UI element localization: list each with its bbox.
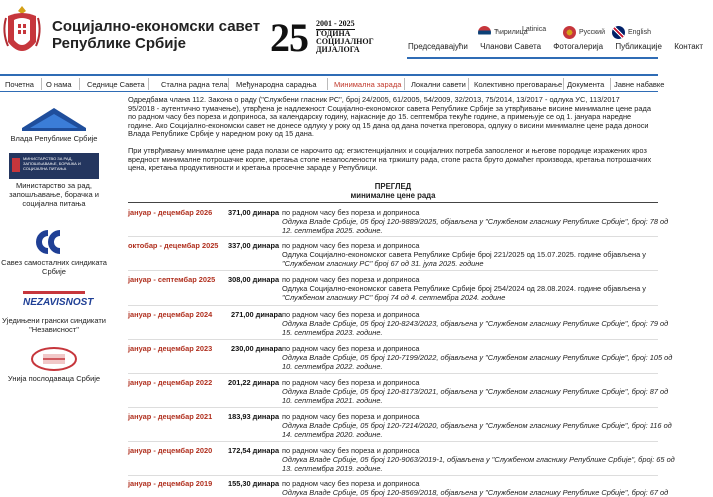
wage-basis: по радном часу без пореза и доприноса [282, 378, 420, 387]
wage-decision-date: "Службеном гласнику РС" број 67 од 31. јула 2025. године [282, 259, 484, 269]
intro-line: Влада Републике Србије у наредном року од 15 дана. [128, 129, 314, 139]
criteria-line: При утврђивању минималне цене рада полази се нарочито од: егзистенцијалних и социјалних потреба запосленог и његове породице изражених кроз [128, 145, 647, 155]
overview-heading [128, 182, 658, 200]
nav-collective-bargaining[interactable]: Колективно преговарање [474, 80, 563, 89]
intro-line: по радном часу без пореза и доприноса, за календарску годину, најкасније до 15. септембра текуће године, а примењује се од 1. јануара наредне [128, 112, 632, 122]
row-divider [128, 475, 658, 476]
topnav-underline [407, 57, 658, 59]
wage-period: јануар - децембар 2020 [128, 446, 213, 455]
nav-minimum-wage[interactable]: Минимална зарада [334, 80, 402, 89]
main-navigation [0, 77, 665, 91]
wage-basis: по радном часу без пореза и доприноса [282, 479, 420, 488]
anniversary-line2: СОЦИЈАЛНОГ [316, 37, 374, 46]
sidebar-item-employers[interactable] [0, 346, 108, 383]
topnav-members[interactable]: Чланови Савета [480, 42, 542, 51]
anniversary-years: 2001 - 2025 [316, 19, 355, 28]
site-title-line1: Социјално-економски савет [52, 18, 261, 35]
wage-amount: 183,93 динара [228, 412, 280, 421]
wage-basis: по радном часу без пореза и доприноса [282, 446, 420, 455]
lang-russian-label: Русский [579, 29, 605, 36]
overview-heading-title: ПРЕГЛЕД [374, 182, 412, 191]
row-divider [128, 441, 658, 442]
nav-home[interactable]: Почетна [5, 80, 34, 89]
overview-heading-subtitle: минималне цене рада [350, 191, 436, 200]
nezavisnost-stripe-icon [23, 291, 85, 294]
nav-documents[interactable]: Документа [567, 80, 605, 89]
sidebar-label-union: Савез самосталних синдиката Србије [1, 258, 107, 276]
lang-english[interactable] [612, 26, 651, 39]
russian-emblem-icon [563, 26, 576, 39]
lang-english-label: English [628, 29, 651, 36]
wage-description [282, 479, 669, 497]
row-divider [128, 305, 658, 306]
nav-local-councils[interactable]: Локални савети [411, 80, 466, 89]
anniversary-logo [270, 15, 375, 60]
table-top-rule [128, 202, 658, 203]
site-title-line2: Републике Србије [52, 35, 187, 52]
wage-decision: Одлука Владе Србије, 05 број 120-8173/2021, објављена у "Службеном гласнику Републике Србије", број: 87 од [282, 387, 669, 397]
header-divider [0, 74, 658, 76]
wage-amount: 172,54 динара [228, 446, 280, 455]
intro-line: 95/2018 - аутентично тумачење), утврђена је надлежност Социјално-економског савета Републике Србије за утврђивање висине минималне цене рада [128, 103, 651, 113]
sidebar-label-ministry: Министарство за рад, запошљавање, борачка и социјална питања [9, 181, 99, 208]
anniversary-line1: ГОДИНА [316, 29, 351, 38]
wage-basis: по радном часу без пореза и доприноса [282, 344, 420, 353]
wage-amount: 271,00 динара [231, 310, 283, 319]
sidebar-item-union[interactable] [0, 228, 108, 276]
wage-decision: Одлука Владе Србије, 05 број 120-8243/2023, објављена у "Службеном гласнику Републике Србије", број: 79 од [282, 319, 669, 329]
nav-international[interactable]: Међународна сарадња [236, 80, 317, 89]
wage-description [282, 241, 658, 269]
intro-paragraph [128, 96, 658, 139]
criteria-line: цена, кретања продуктивности и кретања просечне зараде у Републици. [128, 163, 378, 173]
wage-amount: 230,00 динара [231, 344, 283, 353]
wage-amount: 337,00 динара [228, 241, 280, 250]
row-divider [128, 339, 658, 340]
wage-period: јануар - децембар 2024 [128, 310, 213, 319]
wage-decision: Одлука Социјално-економског савета Републике Србије број 254/2024 од 28.08.2024. године објављена у [282, 284, 646, 294]
wage-amount: 155,30 динара [228, 479, 280, 488]
wage-amount: 308,00 динара [228, 275, 280, 284]
wage-period: јануар - децембар 2023 [128, 344, 213, 353]
wage-amount: 371,00 динара [228, 208, 280, 217]
row-divider [128, 236, 658, 237]
sidebar-item-ministry[interactable] [0, 153, 108, 208]
wage-period: јануар - децембар 2022 [128, 378, 213, 387]
wage-basis: по радном часу без пореза и доприноса [282, 412, 420, 421]
lang-cyrillic-label: Ћирилица [494, 29, 528, 36]
nav-separator [404, 78, 405, 90]
wage-decision-date: 13. септембра 2019. године. [282, 464, 383, 474]
wage-description [282, 310, 669, 338]
wage-basis: по радном часу без пореза и доприноса [282, 241, 420, 250]
intro-line: године. Ако Социјално-економски савет не донесе одлуку у року од 15 дана од дана почетка преговора, одлуку о висини минималне цене рада доноси [128, 120, 649, 130]
row-divider [128, 373, 658, 374]
main-content [128, 96, 658, 173]
wage-decision-date: 10. септембра 2021. године. [282, 396, 383, 406]
sidebar-item-nezavisnost[interactable] [0, 290, 108, 334]
wage-description [282, 208, 669, 236]
wage-basis: по радном часу без пореза и доприноса [282, 310, 420, 319]
intro-line: Одредбама члана 112. Закона о раду ("Службени гласник РС", број 24/2005, 61/2005, 54/2009, 32/2013, 75/2014, 13/2017 - одлука УС, 113/2017 [128, 95, 620, 104]
government-logo-icon [16, 104, 92, 132]
wage-basis: по радном часу без пореза и доприноса [282, 208, 420, 217]
wage-decision-date: 14. септембра 2020. године. [282, 430, 383, 440]
lang-latin-label: Latinica [522, 26, 547, 33]
nav-council-sessions[interactable]: Седнице Савета [87, 80, 145, 89]
anniversary-number: 25 [270, 15, 308, 60]
wage-description [282, 446, 675, 474]
wage-row [128, 479, 669, 497]
nav-about[interactable]: О нама [46, 80, 72, 89]
employers-union-logo-icon [29, 346, 79, 372]
wage-description [282, 275, 658, 303]
sidebar-label-government: Влада Републике Србије [10, 134, 98, 143]
wage-period: јануар - септембар 2025 [128, 275, 216, 284]
serbian-flag-icon [478, 26, 491, 39]
wage-description [282, 412, 672, 440]
wage-row [128, 275, 658, 308]
wage-decision: Одлука Владе Србије, 05 број 120-9063/2019-1, објављена у "Службеном гласнику Републике Србије", број: 65 од [282, 455, 675, 465]
row-divider [128, 270, 658, 271]
sidebar-label-nezavisnost: Уједињени грански синдикати "Независност" [2, 316, 106, 334]
nav-separator [563, 78, 564, 90]
nav-separator [468, 78, 469, 90]
sidebar-item-government[interactable] [0, 104, 108, 143]
wage-description [282, 378, 669, 406]
criteria-paragraph [128, 147, 658, 173]
nav-public-procurement[interactable]: Јавне набавке [614, 80, 665, 89]
nezavisnost-logo-text: NEZAVISNOST [23, 297, 94, 308]
nav-separator [41, 78, 42, 90]
wage-amount: 201,22 динара [228, 378, 280, 387]
nav-separator [228, 78, 229, 90]
anniversary-line3: ДИЈАЛОГА [316, 45, 360, 54]
site-title[interactable] [52, 18, 260, 52]
wage-period: октобар - децембар 2025 [128, 241, 219, 250]
row-divider [128, 407, 658, 408]
nav-separator [79, 78, 80, 90]
ministry-crest-icon [12, 158, 20, 172]
wage-decision-date: "Службеном гласнику РС" број 74 од 4. септембра 2024. године [282, 293, 506, 303]
serbia-coat-of-arms-icon[interactable] [2, 2, 42, 64]
nav-separator [327, 78, 328, 90]
wage-basis: по радном часу без пореза и доприноса [282, 275, 420, 284]
nav-divider [0, 91, 658, 92]
nezavisnost-logo-icon [19, 290, 94, 314]
wage-period: јануар - децембар 2019 [128, 479, 213, 488]
ministry-logo-icon [9, 153, 99, 179]
top-navigation [408, 42, 713, 51]
sidebar-label-employers: Унија послодаваца Србије [7, 374, 101, 383]
lang-cyrillic[interactable] [478, 26, 528, 39]
ministry-logo-text: МИНИСТАРСТВО ЗА РАД, ЗАПОШЉАВАЊЕ, БОРАЧКА И СОЦИЈАЛНА ПИТАЊА [23, 156, 81, 171]
wage-decision: Одлука Владе Србије, 05 број 120-7199/2022, објављена у "Службеном гласнику Републике Србије", број: 105 од [282, 353, 673, 363]
lang-latin[interactable] [522, 26, 546, 33]
topnav-president[interactable]: Председавајући [408, 42, 468, 51]
wage-decision: Одлука Социјално-економског савета Републике Србије број 221/2025 од 15.07.2025. године објављена у [282, 250, 646, 260]
nav-separator [610, 78, 611, 90]
site-header [0, 0, 703, 70]
wage-decision: Одлука Владе Србије, 05 број 120-9889/2025, објављена у "Службеном гласнику Републике Србије", број: 78 од [282, 217, 669, 227]
topnav-photo-gallery[interactable]: Фотогалерија [553, 42, 604, 51]
wage-decision: Одлука Владе Србије, 05 број 120-7214/2020, објављена у "Службеном гласнику Републике Србије", број: 116 од [282, 421, 672, 431]
wage-period: јануар - децембар 2026 [128, 208, 213, 217]
wage-period: јануар - децембар 2021 [128, 412, 213, 421]
nav-separator [148, 78, 149, 90]
wage-decision-date: 12. септембра 2025. године. [282, 226, 383, 236]
union-logo-icon [36, 228, 72, 256]
wage-decision-date: 10. септембра 2022. године. [282, 362, 383, 372]
wage-description [282, 344, 673, 372]
topnav-publications[interactable]: Публикације [615, 42, 662, 51]
wage-decision-date: 15. септембра 2023. године. [282, 328, 383, 338]
topnav-contact[interactable]: Контакт [674, 42, 703, 51]
uk-flag-icon [612, 26, 625, 39]
wage-decision: Одлука Владе Србије, 05 број 120-8569/2018, објављена у "Службеном гласнику Републике Србије", број: 67 од [282, 488, 669, 497]
criteria-line: вредност минималне потрошачке корпе, кретања стопе незапослености на тржишту рада, стопе раста бруто домаћег производа, кретања потрошачких [128, 154, 652, 164]
nav-working-bodies[interactable]: Стална радна тела [161, 80, 228, 89]
lang-russian[interactable] [563, 26, 605, 39]
